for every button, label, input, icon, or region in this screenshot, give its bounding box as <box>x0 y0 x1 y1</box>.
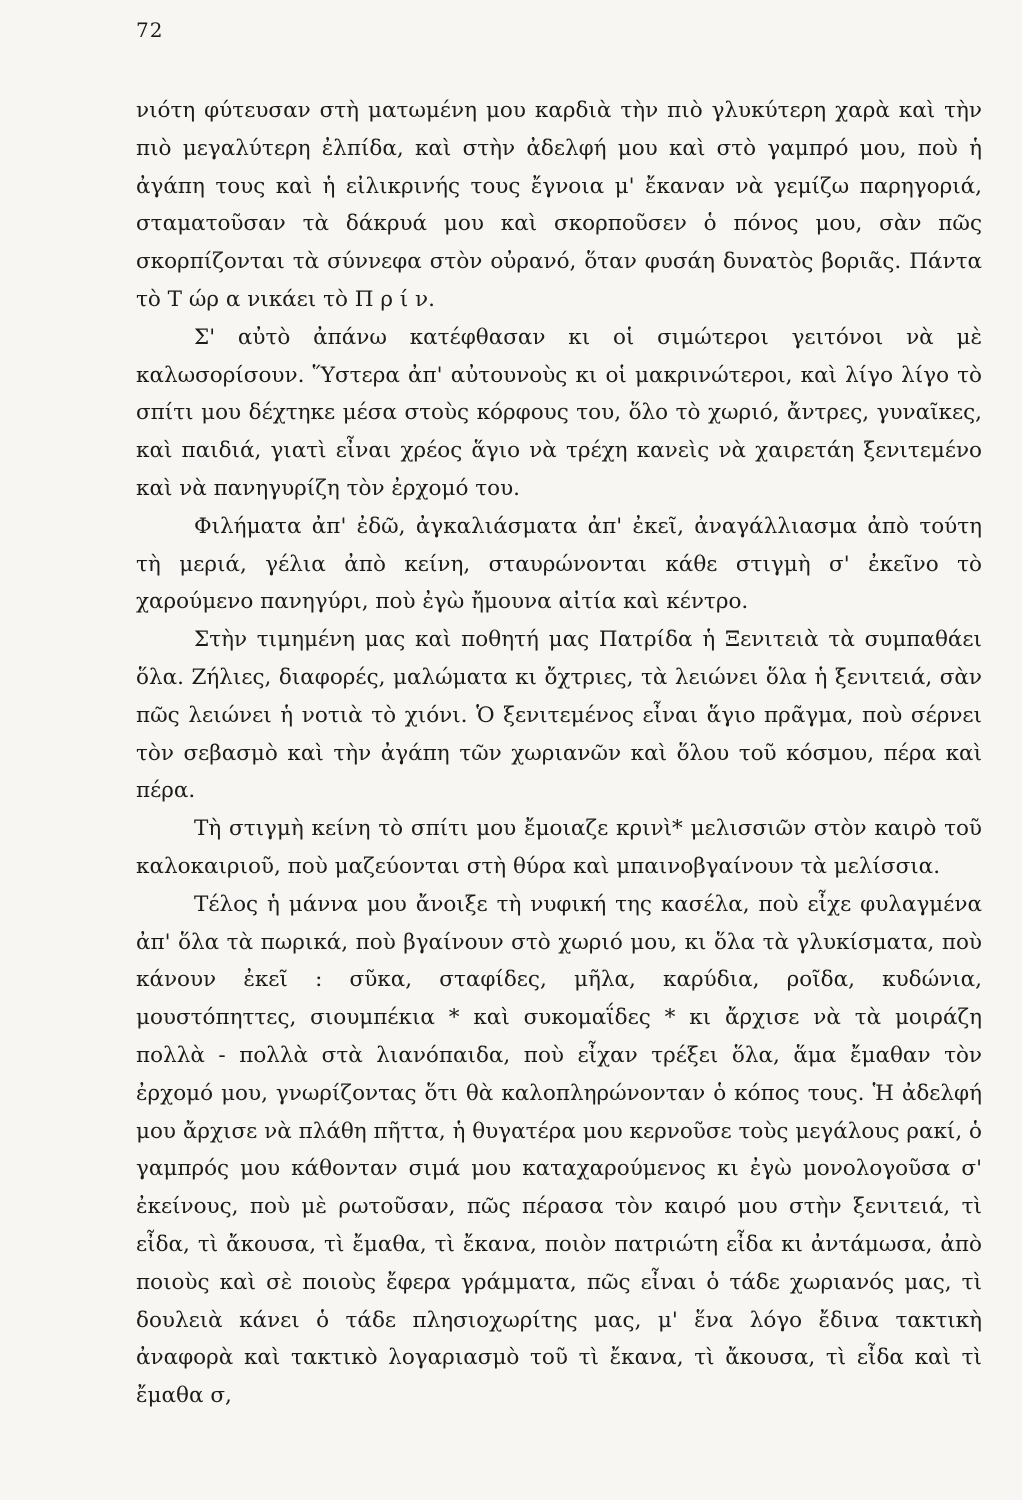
paragraph-4: Στὴν τιμημένη μας καὶ ποθητή μας Πατρίδα ἡ Ξενιτειὰ τὰ συμπαθάει ὅλα. Ζήλιες, διαφορές, μαλώματα κι ὄχτριες, τὰ λειώνει ὅλα ἡ ξενιτειά, σὰν πῶς λειώνει ἡ νοτιὰ τὸ χιόνι. Ὁ ξενιτεμένος εἶναι ἅγιο πρᾶγμα, ποὺ σέρνει τὸν σεβασμὸ καὶ τὴν ἀγάπη τῶν χωριανῶν καὶ ὅλου τοῦ κόσμου, πέρα καὶ πέρα. <box>136 627 982 804</box>
paragraph-1: νιότη φύτευσαν στὴ ματωμένη μου καρδιὰ τὴν πιὸ γλυκύτερη χαρὰ καὶ τὴν πιὸ μεγαλύτερη ἐλπίδα, καὶ στὴν ἀδελφή μου καὶ στὸ γαμπρό μου, ποὺ ἡ ἀγάπη τους καὶ ἡ εἰλικρινής τους ἔγνοια μ' ἔκαναν νὰ γεμίζω παρηγοριά, σταματοῦσαν τὰ δάκρυά μου καὶ σκορποῦσεν ὁ πόνος μου, σὰν πῶς σκορπίζονται τὰ σύννεφα στὸν οὐρανό, ὅταν φυσάη δυνατὸς βοριᾶς. Πάντα τὸ Τ ώρ α νικάει τὸ Π ρ ί ν. <box>136 98 982 312</box>
body-text <box>136 92 982 1415</box>
paragraph-5: Τὴ στιγμὴ κείνη τὸ σπίτι μου ἔμοιαζε κρινὶ* μελισσιῶν στὸν καιρὸ τοῦ καλοκαιριοῦ, ποὺ μαζεύονται στὴ θύρα καὶ μπαινοβγαίνουν τὰ μελίσσια. <box>136 816 982 879</box>
paragraph-3: Φιλήματα ἀπ' ἐδῶ, ἀγκαλιάσματα ἀπ' ἐκεῖ, ἀναγάλλιασμα ἀπὸ τούτη τὴ μεριά, γέλια ἀπὸ κείνη, σταυρώνονται κάθε στιγμὴ σ' ἐκεῖνο τὸ χαρούμενο πανηγύρι, ποὺ ἐγὼ ἤμουνα αἰτία καὶ κέντρο. <box>136 513 982 615</box>
paragraph-2: Σ' αὐτὸ ἀπάνω κατέφθασαν κι οἱ σιμώτεροι γειτόνοι νὰ μὲ καλωσορίσουν. Ὕστερα ἀπ' αὐτουνοὺς κι οἱ μακρινώτεροι, καὶ λίγο λίγο τὸ σπίτι μου δέχτηκε μέσα στοὺς κόρφους του, ὅλο τὸ χωριό, ἄντρες, γυναῖκες, καὶ παιδιά, γιατὶ εἶναι χρέος ἅγιο νὰ τρέχη κανεὶς νὰ χαιρετάη ξενιτεμένο καὶ νὰ πανηγυρίζη τὸν ἐρχομό του. <box>136 324 982 501</box>
page-number: 72 <box>136 18 164 42</box>
paragraph-6: Τέλος ἡ μάννα μου ἄνοιξε τὴ νυφική της κασέλα, ποὺ εἶχε φυλαγμένα ἀπ' ὅλα τὰ πωρικά, ποὺ βγαίνουν στὸ χωριό μου, κι ὅλα τὰ γλυκίσματα, ποὺ κάνουν ἐκεῖ : σῦκα, σταφίδες, μῆλα, καρύδια, ροῖδα, κυδώνια, μουστόπηττες, σιουμπέκια * καὶ συκομαΐδες * κι ἄρχισε νὰ τὰ μοιράζη πολλὰ - πολλὰ στὰ λιανόπαιδα, ποὺ εἶχαν τρέξει ὅλα, ἅμα ἔμαθαν τὸν ἐρχομό μου, γνωρίζοντας ὅτι θὰ καλοπληρώνονταν ὁ κόπος τους. Ἡ ἀδελφή μου ἄρχισε νὰ πλάθη πῆττα, ἡ θυγατέρα μου κερνοῦσε τοὺς μεγάλους ρακί, ὁ γαμπρός μου κάθονταν σιμά μου καταχαρούμενος κι ἐγὼ μονολογοῦσα σ' ἐκείνους, ποὺ μὲ ρωτοῦσαν, πῶς πέρασα τὸν καιρό μου στὴν ξενιτειά, τὶ εἶδα, τὶ ἄκουσα, τὶ ἔμαθα, τὶ ἔκανα, ποιὸν πατριώτη εἶδα κι ἀντάμωσα, ἀπὸ ποιοὺς καὶ σὲ ποιοὺς ἔφερα γράμματα, πῶς εἶναι ὁ τάδε χωριανός μας, τὶ δουλειὰ κάνει ὁ τάδε πλησιοχωρίτης μας, μ' ἕνα λόγο ἔδινα τακτικὴ ἀναφορὰ καὶ τακτικὸ λογαριασμὸ τοῦ τὶ ἔκανα, τὶ ἄκουσα, τὶ εἶδα καὶ τὶ ἔμαθα σ, <box>136 891 982 1409</box>
